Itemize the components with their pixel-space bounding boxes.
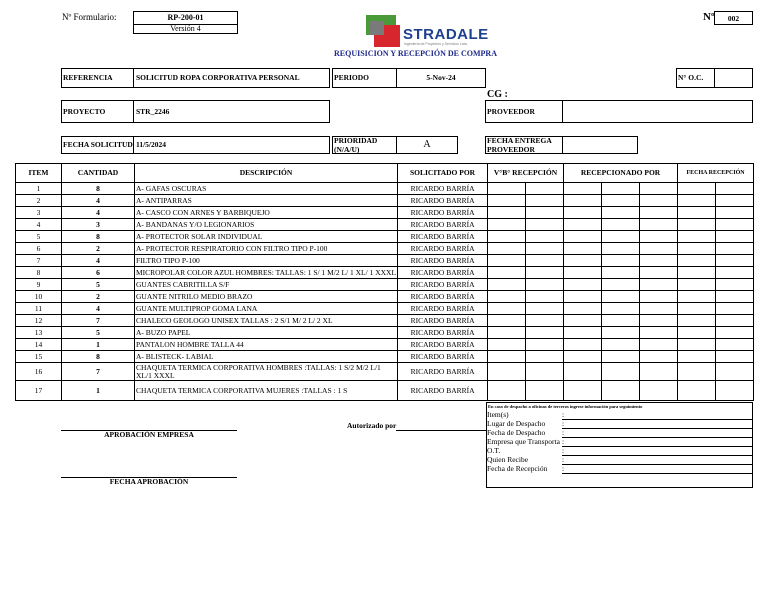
cell-cantidad: 2: [62, 243, 135, 255]
table-row: [16, 339, 754, 351]
cell-item: 14: [16, 339, 62, 351]
cell-empty: [564, 315, 602, 327]
cell-empty: [526, 351, 564, 363]
company-logo-text: STRADALE: [403, 26, 489, 43]
cell-empty: [640, 183, 678, 195]
cell-empty: [678, 339, 716, 351]
cell-item: 12: [16, 315, 62, 327]
number-box: [714, 11, 753, 25]
cell-item: 15: [16, 351, 62, 363]
cell-empty: [564, 339, 602, 351]
cell-empty: [564, 183, 602, 195]
cell-descripcion: PANTALON HOMBRE TALLA 44: [135, 339, 398, 351]
cell-empty: [564, 291, 602, 303]
cell-empty: [564, 381, 602, 401]
cell-cantidad: 4: [62, 195, 135, 207]
header-descripcion: DESCRIPCIÓN: [135, 164, 398, 183]
despacho-colon: :: [562, 446, 565, 455]
form-version: Versión 4: [170, 24, 201, 33]
cell-empty: [602, 351, 640, 363]
despacho-field-label: Lugar de Despacho: [487, 419, 546, 428]
cell-item: 9: [16, 279, 62, 291]
cell-empty: [716, 207, 754, 219]
cell-solicitado: RICARDO BARRÍA: [398, 231, 488, 243]
header-solicitado: SOLICITADO POR: [398, 164, 488, 183]
cell-descripcion: MICROPOLAR COLOR AZUL HOMBRES: TALLAS: 1 S/ 1 M/2 L/ 1 XL/ 1 XXXL: [136, 267, 397, 277]
cell-cantidad: 6: [62, 267, 135, 279]
cell-descripcion: GUANTE NITRILO MEDIO BRAZO: [135, 291, 398, 303]
cell-solicitado: RICARDO BARRÍA: [398, 255, 488, 267]
cell-solicitado: RICARDO BARRÍA: [398, 267, 488, 279]
cell-empty: [526, 279, 564, 291]
despacho-field-line[interactable]: [562, 419, 752, 420]
cell-empty: [602, 255, 640, 267]
cell-empty: [602, 363, 640, 381]
table-row: [16, 231, 754, 243]
oc-label: N° O.C.: [678, 73, 704, 82]
cell-empty: [640, 219, 678, 231]
aprobacion-label: APROBACIÓN EMPRESA: [104, 430, 194, 439]
despacho-field-label: Quien Recibe: [487, 455, 529, 464]
cell-descripcion: A- CASCO CON ARNES Y BARBIQUEJO: [135, 207, 398, 219]
cell-cantidad: 4: [62, 255, 135, 267]
cell-empty: [716, 255, 754, 267]
despacho-field-label: Fecha de Recepción: [487, 464, 548, 473]
page-title: REQUISICION Y RECEPCIÓN DE COMPRA: [334, 49, 497, 58]
cell-empty: [526, 327, 564, 339]
cell-descripcion: GUANTE MULTIPROP GOMA LANA: [135, 303, 398, 315]
cell-item: 11: [16, 303, 62, 315]
cell-solicitado: RICARDO BARRÍA: [398, 183, 488, 195]
cell-solicitado: RICARDO BARRÍA: [398, 381, 488, 401]
cell-empty: [564, 351, 602, 363]
cell-item: 16: [16, 363, 62, 381]
cell-empty: [526, 339, 564, 351]
cell-empty: [564, 207, 602, 219]
despacho-field-line[interactable]: [562, 464, 752, 465]
cell-empty: [640, 195, 678, 207]
cell-empty: [678, 327, 716, 339]
cell-cantidad: 3: [62, 219, 135, 231]
cell-cantidad: 7: [62, 363, 135, 381]
despacho-field-line[interactable]: [562, 428, 752, 429]
cell-empty: [602, 291, 640, 303]
form-number-label: Nº Formulario:: [62, 12, 117, 22]
despacho-colon: :: [562, 410, 565, 419]
cell-empty: [602, 195, 640, 207]
despacho-colon: :: [562, 437, 565, 446]
cell-empty: [716, 303, 754, 315]
cell-cantidad: 7: [62, 315, 135, 327]
autorizado-label: Autorizado por: [347, 421, 397, 430]
cell-empty: [678, 315, 716, 327]
cell-empty: [602, 327, 640, 339]
cell-descripcion: A- PROTECTOR RESPIRATORIO CON FILTRO TIPO P-100: [135, 243, 398, 255]
cell-empty: [488, 207, 526, 219]
referencia-label: REFERENCIA: [63, 73, 113, 82]
despacho-field-label: O.T.: [487, 446, 501, 455]
cell-empty: [716, 381, 754, 401]
cell-empty: [678, 363, 716, 381]
cell-empty: [678, 219, 716, 231]
cell-solicitado: RICARDO BARRÍA: [398, 279, 488, 291]
table-row: [16, 243, 754, 255]
cell-empty: [526, 207, 564, 219]
table-row: [16, 381, 754, 401]
cell-descripcion: A- PROTECTOR SOLAR INDIVIDUAL: [135, 231, 398, 243]
table-row: [16, 279, 754, 291]
table-row: [16, 207, 754, 219]
cell-solicitado: RICARDO BARRÍA: [398, 315, 488, 327]
cell-empty: [716, 327, 754, 339]
cell-item: 10: [16, 291, 62, 303]
cell-empty: [640, 279, 678, 291]
cell-solicitado: RICARDO BARRÍA: [398, 303, 488, 315]
table-row: [16, 255, 754, 267]
cell-empty: [488, 267, 526, 279]
items-table: [15, 163, 754, 401]
form-code-box: [133, 11, 238, 34]
cell-empty: [678, 207, 716, 219]
cell-item: 13: [16, 327, 62, 339]
table-header-row: [16, 164, 754, 183]
cell-empty: [602, 339, 640, 351]
cell-cantidad: 4: [62, 207, 135, 219]
cell-descripcion: A- BUZO PAPEL: [135, 327, 398, 339]
cell-descripcion: A- BANDANAS Y/O LEGIONARIOS: [135, 219, 398, 231]
despacho-field-line[interactable]: [562, 473, 752, 474]
cell-empty: [526, 243, 564, 255]
cell-empty: [488, 381, 526, 401]
table-row: [16, 195, 754, 207]
cell-empty: [678, 303, 716, 315]
cell-empty: [678, 243, 716, 255]
fecha-aprobacion-label: FECHA APROBACIÓN: [109, 477, 189, 486]
cell-empty: [488, 243, 526, 255]
cell-descripcion: CHAQUETA TERMICA CORPORATIVA HOMBRES :TALLAS: 1 S/2 M/2 L/1 XL/1 XXXL: [135, 363, 398, 381]
cell-empty: [564, 243, 602, 255]
cell-empty: [678, 255, 716, 267]
proveedor-label: PROVEEDOR: [487, 107, 535, 116]
cell-item: 1: [16, 183, 62, 195]
table-row: [16, 315, 754, 327]
number-label: Nº: [703, 11, 715, 23]
cell-empty: [526, 195, 564, 207]
header-fecha-recepcion: FECHA RECEPCIÓN: [678, 164, 754, 183]
cell-empty: [602, 219, 640, 231]
despacho-colon: :: [562, 464, 565, 473]
cell-item: 8: [16, 267, 62, 279]
cell-descripcion: A- GAFAS OSCURAS: [135, 183, 398, 195]
cell-empty: [526, 303, 564, 315]
cell-empty: [488, 255, 526, 267]
cell-empty: [716, 243, 754, 255]
prioridad-label: PRIORIDAD (N/A/U): [334, 136, 378, 154]
despacho-colon: :: [562, 428, 565, 437]
cell-empty: [564, 267, 602, 279]
cell-empty: [602, 279, 640, 291]
cell-empty: [716, 351, 754, 363]
despacho-field-label: Fecha de Despacho: [487, 428, 546, 437]
form-code: RP-200-01: [167, 13, 204, 22]
cell-empty: [526, 183, 564, 195]
header-vb-recepcion: V°B° RECEPCIÓN: [488, 164, 564, 183]
cell-empty: [640, 231, 678, 243]
despacho-note: En caso de despacho a oficinas de terceros ingrese información para seguimiento: [488, 404, 643, 409]
cell-empty: [488, 195, 526, 207]
cell-item: 3: [16, 207, 62, 219]
cell-empty: [678, 231, 716, 243]
header-item: ITEM: [16, 164, 62, 183]
cell-descripcion: FILTRO TIPO P-100: [135, 255, 398, 267]
table-row: [16, 267, 754, 279]
cell-empty: [488, 231, 526, 243]
cell-empty: [602, 267, 640, 279]
cell-empty: [716, 183, 754, 195]
despacho-colon: :: [562, 455, 565, 464]
cell-empty: [678, 267, 716, 279]
table-row: [16, 327, 754, 339]
cell-empty: [678, 291, 716, 303]
cell-empty: [640, 303, 678, 315]
header-cantidad: CANTIDAD: [62, 164, 135, 183]
proyecto-label: PROYECTO: [63, 107, 106, 116]
cell-empty: [716, 195, 754, 207]
cell-empty: [564, 327, 602, 339]
cell-empty: [640, 291, 678, 303]
cell-empty: [526, 315, 564, 327]
cell-item: 2: [16, 195, 62, 207]
cell-item: 17: [16, 381, 62, 401]
table-row: [16, 183, 754, 195]
referencia-value: SOLICITUD ROPA CORPORATIVA PERSONAL: [136, 73, 300, 82]
cell-empty: [488, 303, 526, 315]
cell-item: 7: [16, 255, 62, 267]
prioridad-value: A: [423, 139, 431, 150]
cell-empty: [716, 339, 754, 351]
cell-empty: [526, 363, 564, 381]
company-logo-icon: [364, 13, 402, 49]
table-row: [16, 351, 754, 363]
cell-empty: [564, 195, 602, 207]
company-logo-tagline: Ingeniería de Proyectos y Servicios Ltda.: [404, 42, 468, 46]
cell-empty: [602, 315, 640, 327]
periodo-label: PERIODO: [334, 73, 370, 82]
cell-empty: [640, 327, 678, 339]
fecha-solicitud-value: 11/5/2024: [136, 140, 167, 149]
cell-empty: [716, 279, 754, 291]
cell-empty: [488, 363, 526, 381]
cell-solicitado: RICARDO BARRÍA: [398, 363, 488, 381]
cell-cantidad: 5: [62, 327, 135, 339]
cell-empty: [716, 267, 754, 279]
cell-cantidad: 2: [62, 291, 135, 303]
cell-empty: [564, 255, 602, 267]
cell-empty: [488, 327, 526, 339]
cell-empty: [716, 291, 754, 303]
cell-empty: [488, 339, 526, 351]
cell-empty: [640, 267, 678, 279]
cell-solicitado: RICARDO BARRÍA: [398, 243, 488, 255]
proyecto-value: STR_2246: [136, 107, 170, 116]
cell-descripcion: A- ANTIPARRAS: [135, 195, 398, 207]
cell-empty: [564, 219, 602, 231]
cell-empty: [716, 315, 754, 327]
table-row: [16, 219, 754, 231]
cell-empty: [678, 195, 716, 207]
cell-item: 5: [16, 231, 62, 243]
cell-empty: [488, 219, 526, 231]
cell-empty: [564, 231, 602, 243]
cell-solicitado: RICARDO BARRÍA: [398, 327, 488, 339]
cell-item: 6: [16, 243, 62, 255]
cell-empty: [640, 339, 678, 351]
header-recepcionado: RECEPCIONADO POR: [564, 164, 678, 183]
table-row: [16, 291, 754, 303]
cell-solicitado: RICARDO BARRÍA: [398, 195, 488, 207]
cell-empty: [526, 381, 564, 401]
cell-empty: [488, 315, 526, 327]
cell-descripcion: A- BLISTECK- LABIAL: [135, 351, 398, 363]
cell-empty: [526, 219, 564, 231]
cell-descripcion: CHAQUETA TERMICA CORPORATIVA MUJERES :TALLAS : 1 S: [135, 381, 398, 401]
cell-empty: [640, 255, 678, 267]
table-row: [16, 363, 754, 381]
cell-empty: [640, 243, 678, 255]
form-number: 002: [727, 14, 740, 23]
cell-solicitado: RICARDO BARRÍA: [398, 351, 488, 363]
cell-empty: [602, 207, 640, 219]
cell-empty: [640, 381, 678, 401]
cell-empty: [716, 219, 754, 231]
cell-empty: [640, 207, 678, 219]
cell-empty: [602, 183, 640, 195]
cell-solicitado: RICARDO BARRÍA: [398, 207, 488, 219]
despacho-field-label: Empresa que Transporta: [487, 437, 560, 446]
cell-empty: [716, 363, 754, 381]
cell-empty: [526, 291, 564, 303]
fecha-solicitud-label: FECHA SOLICITUD: [63, 140, 133, 149]
despacho-field-line[interactable]: [562, 437, 752, 438]
cell-empty: [526, 231, 564, 243]
fecha-entrega-label: FECHA ENTREGA PROVEEDOR: [487, 136, 552, 154]
cell-empty: [640, 351, 678, 363]
cell-empty: [564, 279, 602, 291]
cell-empty: [488, 291, 526, 303]
despacho-colon: :: [562, 419, 565, 428]
cell-solicitado: RICARDO BARRÍA: [398, 219, 488, 231]
cell-solicitado: RICARDO BARRÍA: [398, 291, 488, 303]
despacho-field-label: Item(s): [487, 410, 509, 419]
cell-empty: [602, 231, 640, 243]
cell-cantidad: 1: [62, 381, 135, 401]
cell-empty: [488, 183, 526, 195]
cell-cantidad: 8: [62, 351, 135, 363]
cell-item: 4: [16, 219, 62, 231]
cell-empty: [716, 231, 754, 243]
cg-label: CG :: [487, 89, 508, 100]
cell-empty: [488, 351, 526, 363]
cell-solicitado: RICARDO BARRÍA: [398, 339, 488, 351]
table-row: [16, 303, 754, 315]
cell-cantidad: 4: [62, 303, 135, 315]
cell-empty: [488, 279, 526, 291]
cell-empty: [526, 255, 564, 267]
cell-cantidad: 1: [62, 339, 135, 351]
cell-empty: [678, 351, 716, 363]
cell-empty: [602, 303, 640, 315]
cell-empty: [602, 381, 640, 401]
cell-cantidad: 8: [62, 183, 135, 195]
periodo-value: 5-Nov-24: [426, 73, 456, 82]
cell-empty: [564, 303, 602, 315]
cell-descripcion: CHALECO GEOLOGO UNISEX TALLAS : 2 S/1 M/ 2 L/ 2 XL: [135, 315, 398, 327]
cell-empty: [640, 363, 678, 381]
cell-empty: [602, 243, 640, 255]
despacho-field-line[interactable]: [562, 446, 752, 447]
cell-empty: [678, 279, 716, 291]
despacho-field-line[interactable]: [562, 455, 752, 456]
cell-descripcion: GUANTES CABRITILLA S/F: [135, 279, 398, 291]
cell-empty: [640, 315, 678, 327]
cell-cantidad: 5: [62, 279, 135, 291]
cell-cantidad: 8: [62, 231, 135, 243]
cell-empty: [678, 381, 716, 401]
cell-empty: [564, 363, 602, 381]
cell-empty: [526, 267, 564, 279]
cell-empty: [678, 183, 716, 195]
